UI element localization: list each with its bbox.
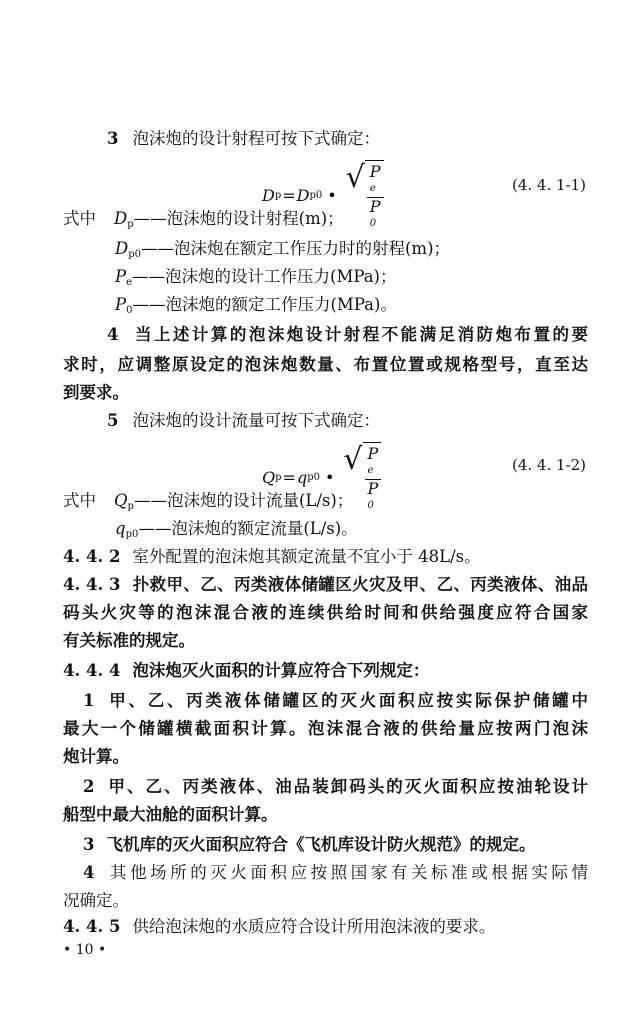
sub-item-1-line: 最大一个储罐横截面积计算。泡沫混合液的供给量应按两门泡沫 <box>63 719 588 738</box>
item-4-line: 到要求。 <box>63 383 129 402</box>
page-number: • 10 • <box>63 942 107 958</box>
equation-4-4-1-1: D p = D p0 • √ P e P 0 <box>262 160 384 232</box>
where-line: $P_0——$泡沫炮的额定工作压力(MPa)。 <box>115 295 397 316</box>
item-5-line: 5 泡沫炮的设计流量可按下式确定： <box>107 411 380 430</box>
sub-item-2: 2 甲、乙、丙类液体、油品装卸码头的灭火面积应按油轮设计 <box>83 777 588 796</box>
fraction: P e P 0 <box>365 445 382 514</box>
equation-number: (4. 4. 1-1) <box>511 176 586 194</box>
section-4-4-3: 4. 4. 3 扑救甲、乙、丙类液体储罐区火灾及甲、乙、丙类液体、油品 <box>63 575 588 594</box>
sub-item-4-line: 况确定。 <box>63 891 129 910</box>
sub-item-4: 4 其他场所的灭火面积应按照国家有关标准或根据实际情 <box>83 863 588 882</box>
where-line: 式中 $Q_p——$泡沫炮的设计流量(L/s)； <box>63 491 354 512</box>
item-4-line: 4 当上述计算的泡沫炮设计射程不能满足消防炮布置的要 <box>107 325 588 344</box>
equation-4-4-1-2: Q p = q p0 • √ P e P 0 <box>262 442 381 514</box>
fraction: P e P 0 <box>367 163 384 232</box>
where-line: 式中 $D_p——$泡沫炮的设计射程(m)； <box>63 209 344 230</box>
section-4-4-3-line: 有关标准的规定。 <box>63 631 195 650</box>
item-text: 泡沫炮的设计射程可按下式确定： <box>132 129 380 148</box>
radical-sign: √ <box>345 160 365 195</box>
radical-sign: √ <box>343 442 363 477</box>
where-line: $D_{p0}——$泡沫炮在额定工作压力时的射程(m)； <box>115 239 451 260</box>
section-4-4-5: 4. 4. 5 供给泡沫炮的水质应符合设计所用泡沫液的要求。 <box>63 917 496 936</box>
section-4-4-2: 4. 4. 2 室外配置的泡沫炮其额定流量不宜小于 48L/s。 <box>63 547 481 566</box>
sub-item-3: 3 飞机库的灭火面积应符合《飞机库设计防火规范》的规定。 <box>83 835 536 854</box>
item-4-line: 求时，应调整原设定的泡沫炮数量、布置位置或规格型号，直至达 <box>63 355 588 374</box>
where-line: $q_{p0}——$泡沫炮的额定流量(L/s)。 <box>115 519 358 540</box>
where-line: $P_e——$泡沫炮的设计工作压力(MPa)； <box>115 267 397 288</box>
item-3-line <box>63 128 588 150</box>
sub-item-1-line: 炮计算。 <box>63 747 129 766</box>
sub-item-1: 1 甲、乙、丙类液体储罐区的灭火面积应按实际保护储罐中 <box>83 691 588 710</box>
sub-item-2-line: 船型中最大油舱的面积计算。 <box>63 805 278 824</box>
section-4-4-3-line: 码头火灾等的泡沫混合液的连续供给时间和供给强度应符合国家 <box>63 603 588 622</box>
item-number: 3 <box>107 129 119 148</box>
section-4-4-4: 4. 4. 4 泡沫炮灭火面积的计算应符合下列规定： <box>63 661 430 680</box>
equation-number: (4. 4. 1-2) <box>511 456 586 474</box>
